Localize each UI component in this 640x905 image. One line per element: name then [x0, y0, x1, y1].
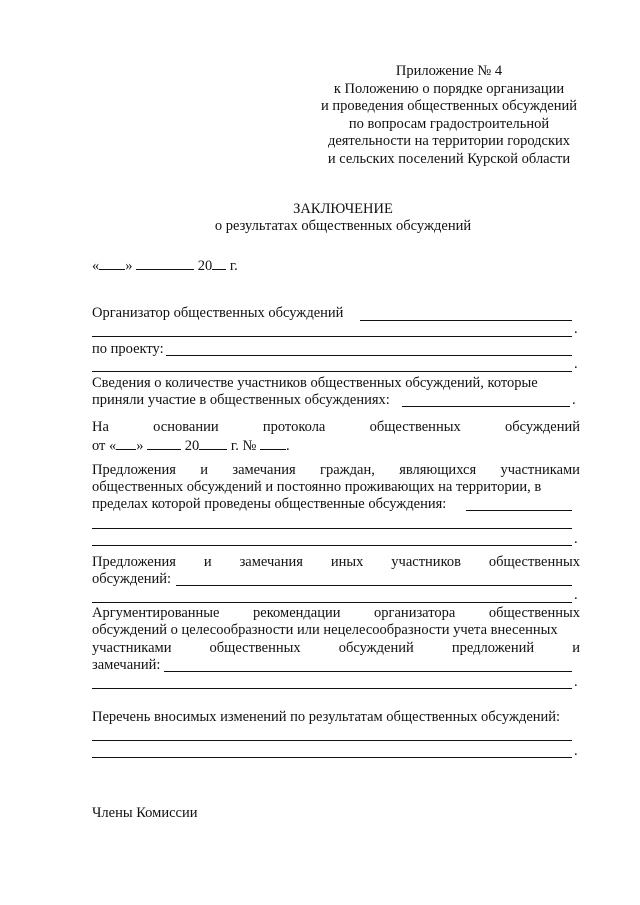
protocol-word: общественных [369, 419, 461, 435]
document-subtitle: о результатах общественных обсуждений [214, 218, 472, 234]
appendix-line: по вопросам градостроительной [348, 115, 550, 132]
citizens-word: и [200, 462, 209, 478]
changes-blank-line1[interactable] [92, 740, 572, 741]
recs-word: и [572, 640, 580, 656]
protocol-number-blank[interactable] [260, 436, 286, 450]
citizens-word: Предложения [92, 462, 176, 478]
organizer-label: Организатор общественных обсуждений [92, 305, 344, 321]
recs-text-line3 [92, 640, 580, 657]
recs-word: общественных [488, 605, 580, 621]
others-text-line1 [92, 554, 580, 571]
others-word: иных [330, 554, 364, 570]
changes-label: Перечень вносимых изменений по результатам общественных обсуждений: [92, 709, 561, 725]
protocol-day-blank[interactable] [116, 436, 136, 450]
protocol-word: обсуждений [504, 419, 580, 435]
date-year-suffix: г. [229, 258, 238, 274]
recs-word: общественных [209, 640, 301, 656]
organizer-blank[interactable] [360, 320, 572, 321]
day-blank[interactable] [99, 256, 125, 270]
date-open-quote: « [92, 258, 100, 274]
protocol-month-blank[interactable] [147, 436, 181, 450]
protocol-date-line [92, 436, 290, 455]
project-label: по проекту: [92, 341, 164, 357]
date-line [92, 256, 238, 275]
date-close-quote: » [125, 258, 133, 274]
appendix-line: к Положению о порядке организации [333, 80, 565, 97]
protocol-close-quote: » [136, 438, 144, 454]
protocol-word: На [92, 419, 109, 435]
recs-text-line4: замечаний: [92, 657, 161, 673]
protocol-year-blank[interactable] [199, 436, 227, 450]
others-blank[interactable] [176, 585, 572, 586]
citizens-word: являющихся [399, 462, 477, 478]
appendix-line: и проведения общественных обсуждений [320, 98, 577, 115]
protocol-word: основании [153, 419, 219, 435]
citizens-text-line2: общественных обсуждений и постоянно проживающих на территории, в [92, 479, 542, 495]
recs-word: рекомендации [253, 605, 341, 621]
others-word: Предложения [92, 554, 176, 570]
appendix-block [321, 63, 577, 169]
commission-label: Члены Комиссии [92, 805, 198, 821]
recs-word: организатора [374, 605, 456, 621]
protocol-number: г. № [230, 438, 257, 454]
participants-text-line1: Сведения о количестве участников общественных обсуждений, которые [92, 375, 538, 391]
others-word: участников [391, 554, 461, 570]
others-word: замечания [239, 554, 303, 570]
document-title: ЗАКЛЮЧЕНИЕ [293, 201, 393, 217]
changes-period: . [574, 743, 578, 759]
year-blank[interactable] [212, 256, 226, 270]
participants-period: . [572, 392, 576, 408]
citizens-word: замечания [232, 462, 296, 478]
participants-text-line2: приняли участие в общественных обсуждениях: [92, 392, 390, 408]
recs-blank-line2[interactable] [92, 688, 572, 689]
citizens-blank[interactable] [466, 510, 572, 511]
citizens-text-line3: пределах которой проведены общественные обсуждения: [92, 496, 447, 512]
changes-blank-line2[interactable] [92, 757, 572, 758]
others-period: . [574, 587, 578, 603]
project-period: . [574, 356, 578, 372]
protocol-period: . [285, 438, 290, 454]
recs-period: . [574, 674, 578, 690]
citizens-blank-line2[interactable] [92, 528, 572, 529]
citizens-period: . [574, 531, 578, 547]
participants-blank[interactable] [402, 406, 570, 407]
others-blank-line2[interactable] [92, 602, 572, 603]
protocol-year: 20 [184, 438, 200, 454]
project-blank[interactable] [166, 355, 572, 356]
recs-text-line2: обсуждений о целесообразности или нецелесообразности учета внесенных [92, 622, 558, 638]
protocol-text-line1 [92, 419, 580, 436]
citizens-word: участниками [500, 462, 580, 478]
recs-word: обсуждений [338, 640, 414, 656]
protocol-from: от « [92, 438, 117, 454]
date-year-prefix: 20 [197, 258, 213, 274]
appendix-line: Приложение № 4 [395, 63, 503, 79]
recs-word: Аргументированные [92, 605, 220, 621]
recs-word: участниками [92, 640, 172, 656]
organizer-blank-line2[interactable] [92, 336, 572, 337]
protocol-word: протокола [262, 419, 326, 435]
others-text-line2: обсуждений: [92, 571, 172, 587]
appendix-line: и сельских поселений Курской области [327, 150, 571, 167]
others-word: общественных [488, 554, 580, 570]
others-word: и [203, 554, 212, 570]
month-blank[interactable] [136, 256, 194, 270]
recs-blank[interactable] [164, 671, 572, 672]
recs-word: предложений [451, 640, 535, 656]
citizens-text-line1 [92, 462, 580, 479]
recs-text-line1 [92, 605, 580, 622]
appendix-line: деятельности на территории городских [327, 133, 571, 150]
citizens-blank-line3[interactable] [92, 545, 572, 546]
project-blank-line2[interactable] [92, 371, 572, 372]
organizer-period: . [574, 321, 578, 337]
citizens-word: граждан, [320, 462, 375, 478]
